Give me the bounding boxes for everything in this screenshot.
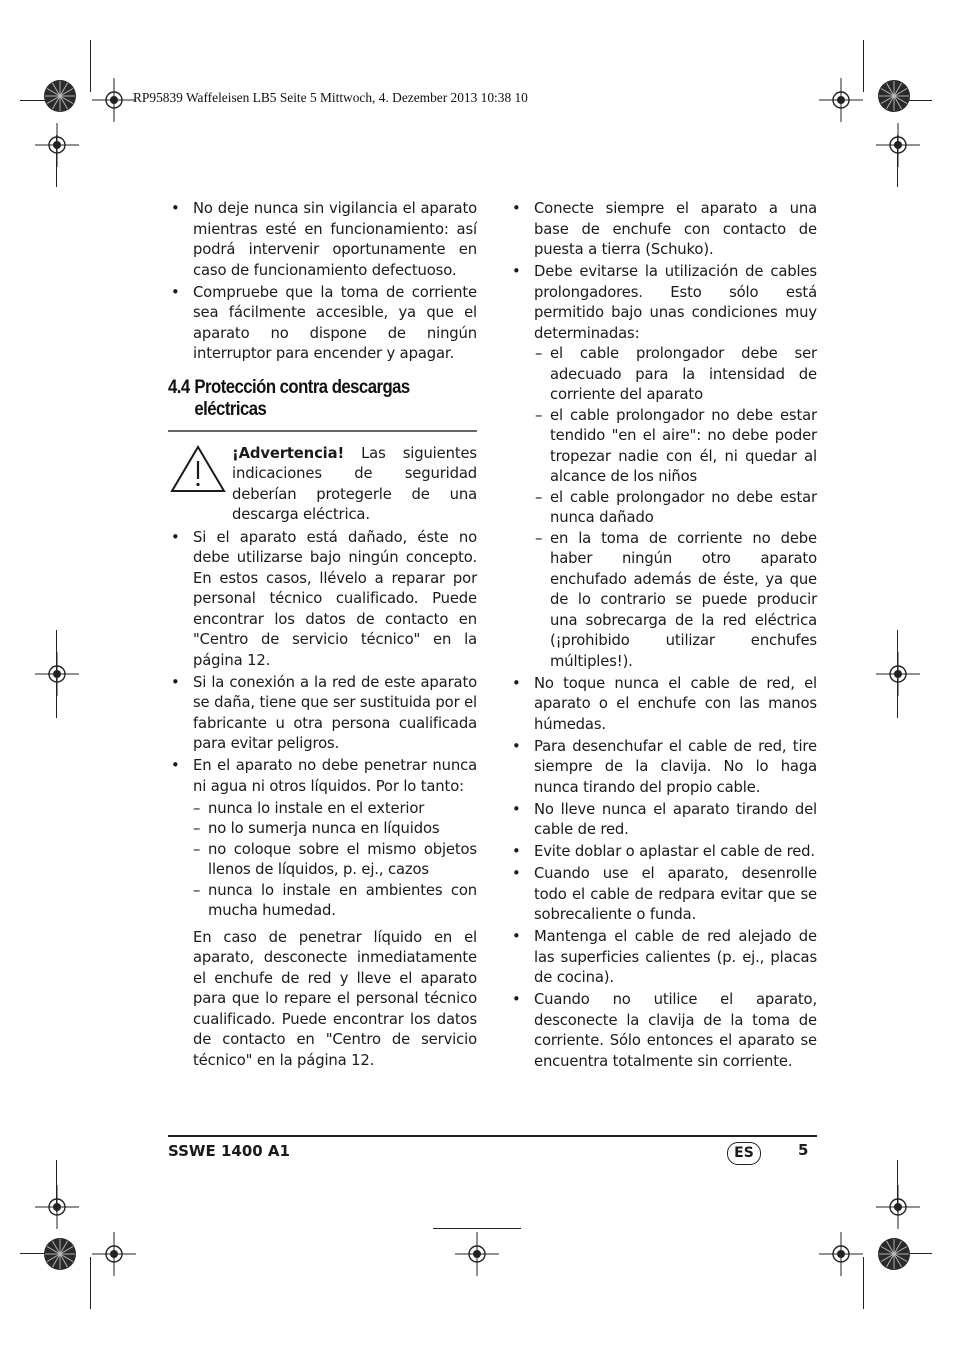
- starburst-mark-icon: [43, 79, 77, 113]
- registration-mark-icon: [92, 78, 136, 122]
- registration-mark-icon: [876, 652, 920, 696]
- registration-mark-icon: [455, 1232, 499, 1276]
- list-item: • No toque nunca el cable de red, el aparato o el enchufe con las manos húmedas.: [509, 674, 817, 736]
- registration-mark-icon: [819, 78, 863, 122]
- list-item: • Mantenga el cable de red alejado de las superficies calientes (p. ej., placas de cocina).: [509, 927, 817, 989]
- left-column: [168, 199, 477, 1071]
- model-number: SSWE 1400 A1: [168, 1142, 290, 1160]
- list-item: • Compruebe que la toma de corriente sea fácilmente accesible, ya que el aparato no dispone de ningún interruptor para encender y apagar.: [168, 283, 477, 365]
- language-badge: ES: [727, 1142, 761, 1165]
- section-heading: [168, 377, 440, 421]
- page-number: 5: [798, 1141, 809, 1159]
- starburst-mark-icon: [877, 79, 911, 113]
- registration-mark-icon: [35, 652, 79, 696]
- warning-text: Las siguientes indicaciones de seguridad deberían protegerle de una descarga eléctrica.: [232, 444, 477, 523]
- warning-block: [168, 444, 477, 526]
- closing-paragraph: En caso de penetrar líquido en el aparato, desconecte inmediatamente el enchufe de red y lleve el aparato para que lo repare el personal técnico cualificado. Puede encontrar los datos de contacto en "Centro de servicio técnico" en la página 12.: [193, 928, 477, 1069]
- section-number: 4.4: [168, 376, 190, 398]
- list-item: • Cuando use el aparato, desenrolle todo el cable de redpara evitar que se sobrecaliente o funda.: [509, 864, 817, 926]
- starburst-mark-icon: [877, 1237, 911, 1271]
- sub-list-item: – nunca lo instale en el exterior: [168, 799, 477, 820]
- sub-list-item: – el cable prolongador debe ser adecuado para la intensidad de corriente del aparato: [534, 344, 817, 406]
- list-item: • No deje nunca sin vigilancia el aparato mientras esté en funcionamiento: así podrá intervenir oportunamente en caso de funcionamiento defectuoso.: [168, 199, 477, 281]
- section-title-line1: Protección contra descargas: [194, 376, 410, 398]
- registration-mark-icon: [819, 1232, 863, 1276]
- list-item: • Si la conexión a la red de este aparato se daña, tiene que ser sustituida por el fabricante u otra persona cualificada para evitar peligros.: [168, 673, 477, 755]
- registration-mark-icon: [876, 123, 920, 167]
- list-item: • Conecte siempre el aparato a una base de enchufe con contacto de puesta a tierra (Schuko).: [509, 199, 817, 261]
- sub-list: [168, 799, 477, 922]
- registration-mark-icon: [92, 1232, 136, 1276]
- registration-mark-icon: [35, 1185, 79, 1229]
- list-item: • Evite doblar o aplastar el cable de red.: [509, 842, 817, 863]
- sub-list-item: – el cable prolongador no debe estar nunca dañado: [534, 488, 817, 529]
- list-item: • Cuando no utilice el aparato, desconecte la clavija de la toma de corriente. Sólo entonces el aparato se encuentra totalmente sin corriente.: [509, 990, 817, 1072]
- warning-triangle-icon: [170, 444, 226, 494]
- print-header: RP95839 Waffeleisen LB5 Seite 5 Mittwoch, 4. Dezember 2013 10:38 10: [133, 90, 528, 105]
- list-item: • En el aparato no debe penetrar nunca ni agua ni otros líquidos. Por lo tanto:: [168, 756, 477, 797]
- sub-list-item: – no coloque sobre el mismo objetos llenos de líquidos, p. ej., cazos: [168, 840, 477, 881]
- starburst-mark-icon: [43, 1237, 77, 1271]
- section-rule: [168, 430, 477, 432]
- warning-label: ¡Advertencia!: [232, 444, 345, 462]
- list-item: • No lleve nunca el aparato tirando del cable de red.: [509, 800, 817, 841]
- sub-list-item: – nunca lo instale en ambientes con mucha humedad.: [168, 881, 477, 922]
- right-column: [509, 199, 817, 1074]
- registration-mark-icon: [35, 123, 79, 167]
- list-item: • Para desenchufar el cable de red, tire siempre de la clavija. No lo haga nunca tirando del propio cable.: [509, 737, 817, 799]
- footer-rule: [168, 1135, 817, 1137]
- registration-mark-icon: [876, 1185, 920, 1229]
- list-item: • Si el aparato está dañado, éste no debe utilizarse bajo ningún concepto. En estos casos, llévelo a reparar por personal técnico cualificado. Puede encontrar los datos de contacto en "Centro de servicio técnico" en la página 12.: [168, 528, 477, 672]
- list-item-text: • Debe evitarse la utilización de cables prolongadores. Esto sólo está permitido bajo unas condiciones muy determinadas:: [534, 263, 817, 342]
- list-item: [509, 262, 817, 672]
- section-title-line2: eléctricas: [194, 398, 267, 420]
- sub-list-item: – no lo sumerja nunca en líquidos: [168, 819, 477, 840]
- sub-list-item: – el cable prolongador no debe estar tendido "en el aire": no debe poder tropezar nadie con él, ni quedar al alcance de los niños: [534, 406, 817, 488]
- sub-list-item: – en la toma de corriente no debe haber ningún otro aparato enchufado además de éste, ya que de lo contrario se puede producir una sobrecarga de la red eléctrica (¡prohibido utilizar enchufes múltiples!).: [534, 529, 817, 673]
